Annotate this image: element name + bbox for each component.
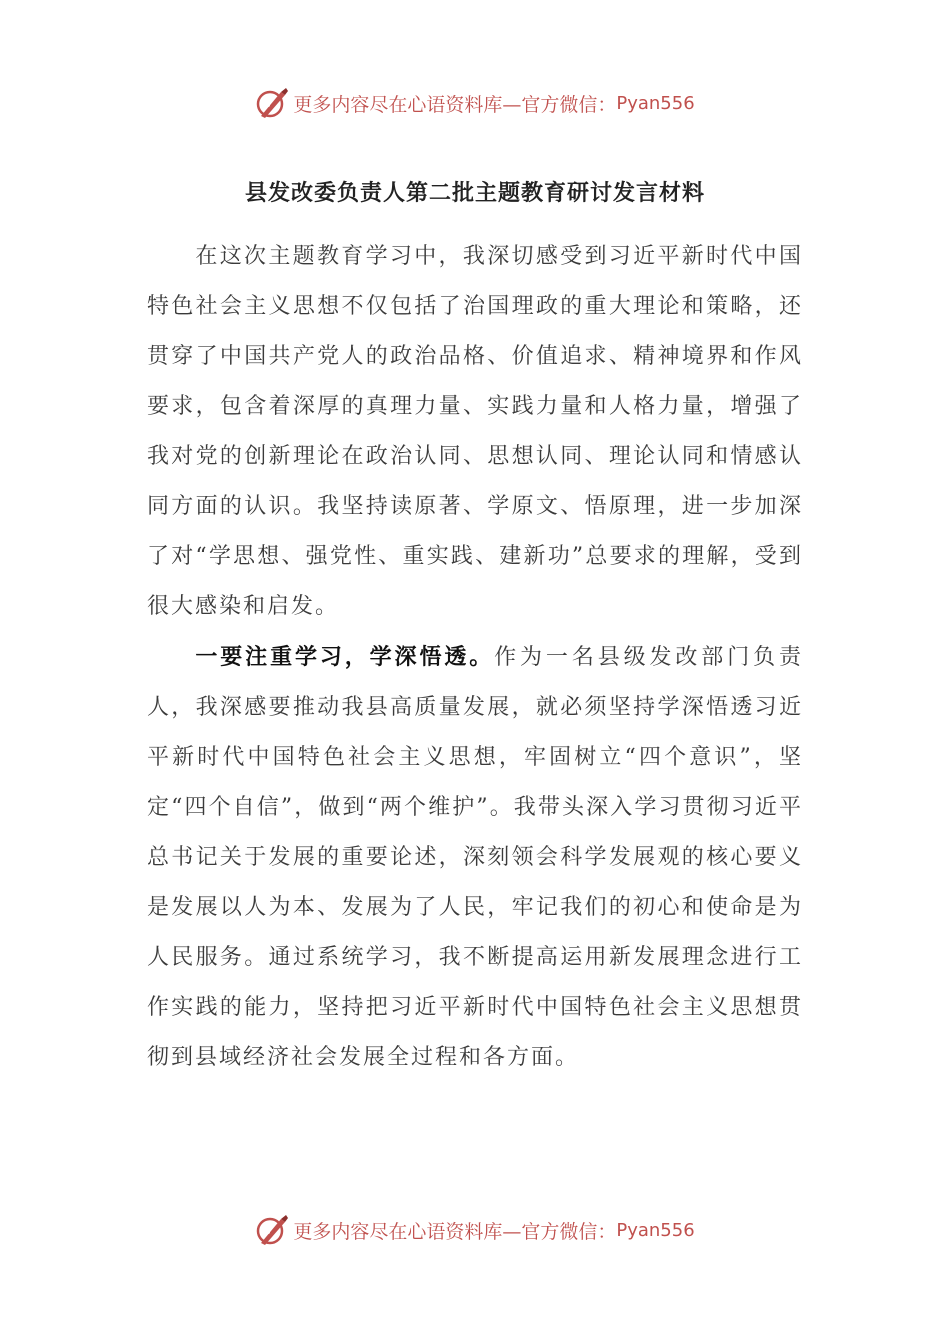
banner-wechat-id: Pyan556 [616,1219,695,1241]
pen-logo-icon [255,86,289,120]
document-body [147,232,803,1083]
paragraph-intro [147,232,803,632]
paragraph-section-1 [147,632,803,1083]
paragraph-text: 在这次主题教育学习中，我深切感受到习近平新时代中国特色社会主义思想不仅包括了治国理政的重大理论和策略，还贯穿了中国共产党人的政治品格、价值追求、精神境界和作风要求，包含着深厚的真理力量、实践力量和人格力量，增强了我对党的创新理论在政治认同、思想认同、理论认同和情感认同方面的认识。我坚持读原著、学原文、悟原理，进一步加深了对“学思想、强党性、重实践、建新功”总要求的理解，受到很大感染和启发。 [147,244,803,619]
banner-text: 更多内容尽在心语资料库—官方微信： [293,1220,617,1243]
watermark-banner-top [0,83,950,123]
pen-logo-icon [255,1213,289,1247]
paragraph-lead-heading: 一要注重学习，学深悟透。 [195,644,495,670]
document-title: 县发改委负责人第二批主题教育研讨发言材料 [244,180,705,206]
banner-wechat-id: Pyan556 [616,92,695,114]
paragraph-text: 作为一名县级发改部门负责人，我深感要推动我县高质量发展，就必须坚持学深悟透习近平新时代中国特色社会主义思想，牢固树立“四个意识”，坚定“四个自信”，做到“两个维护”。我带头深入学习贯彻习近平总书记关于发展的重要论述，深刻领会科学发展观的核心要义是发展以人为本、发展为了人民，牢记我们的初心和使命是为人民服务。通过系统学习，我不断提高运用新发展理念进行工作实践的能力，坚持把习近平新时代中国特色社会主义思想贯彻到县域经济社会发展全过程和各方面。 [147,645,803,1070]
watermark-banner-bottom [0,1210,950,1250]
banner-text: 更多内容尽在心语资料库—官方微信： [293,93,617,116]
